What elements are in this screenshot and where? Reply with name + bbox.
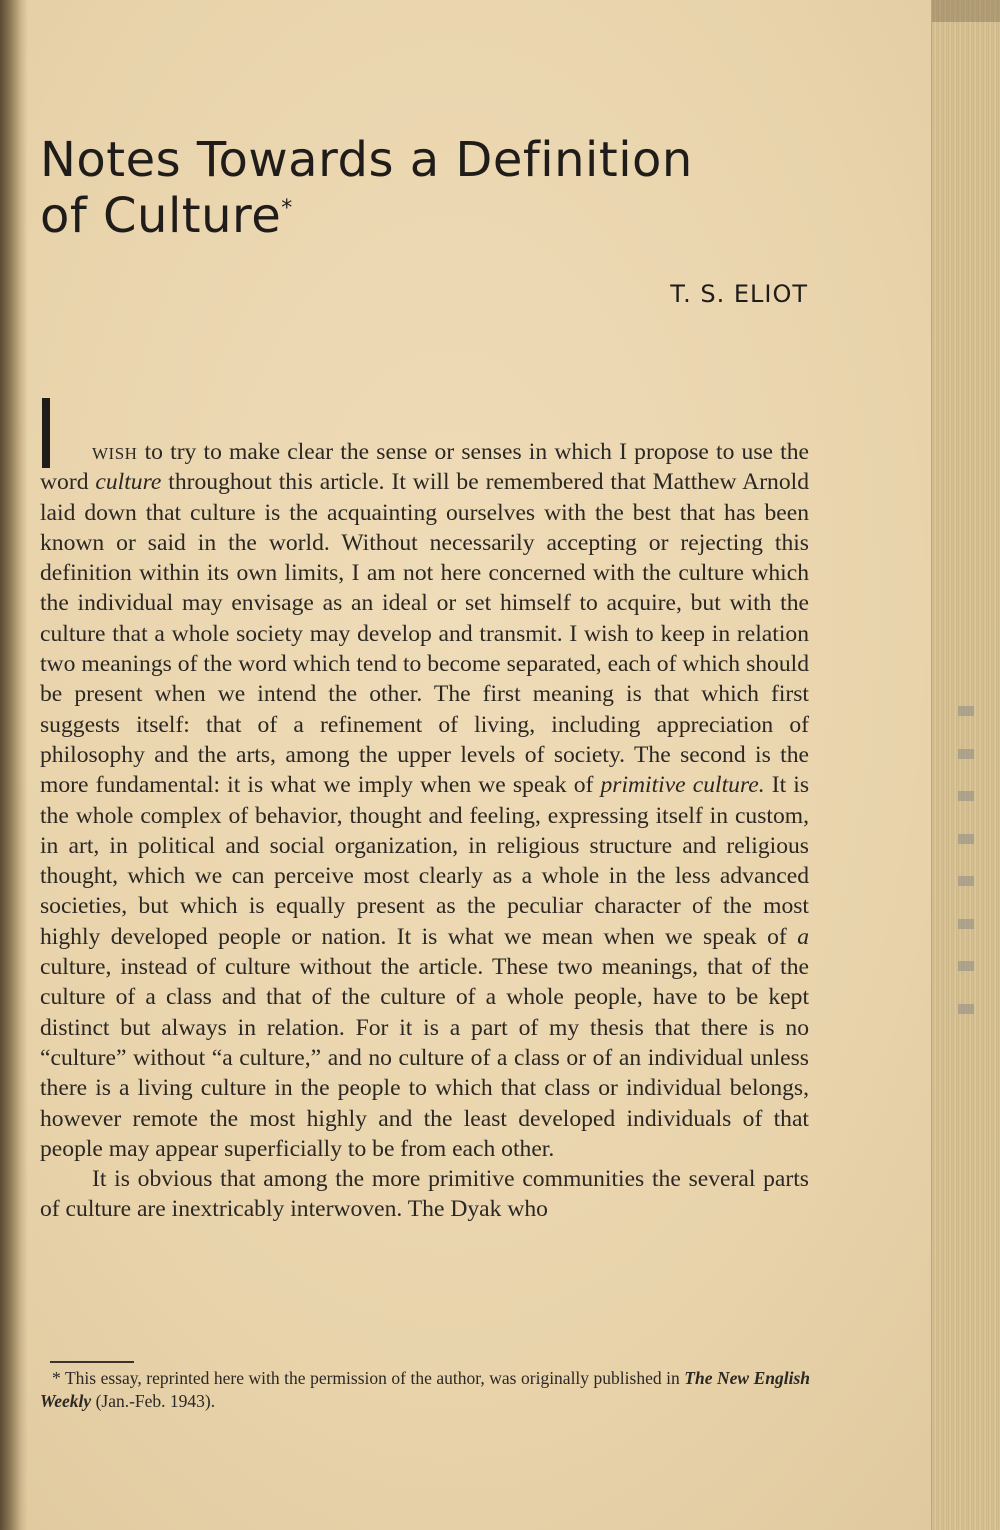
- footnote-rule: [50, 1361, 134, 1363]
- footnote-publication: The New English Weekly: [40, 1368, 810, 1411]
- page-edge-stack: [931, 0, 1000, 1530]
- paragraph-1-part-4: culture, instead of culture without the article. These two meanings, that of the culture of a class and that of the culture of a whole people, have to be kept distinct but always in relation. For it is a part of my thesis that there is no “culture” without “a culture,” and no culture of a class or of an individual unless there is a living culture in the people to which that class or individual belongs, however remote the most highly and the least developed individuals of that people may appear superficially to be from each other.: [40, 954, 809, 1162]
- emphasis-culture: culture: [95, 469, 162, 496]
- title-line-2: of Culture: [40, 188, 282, 244]
- binding-shadow: [0, 0, 28, 1530]
- article-author: T. S. ELIOT: [670, 280, 808, 308]
- footnote-text-after: (Jan.-Feb. 1943).: [91, 1391, 216, 1411]
- edge-stamp-marks: [938, 690, 994, 1030]
- footnote-text-before: * This essay, reprinted here with the permission of the author, was originally published in: [52, 1368, 685, 1388]
- paragraph-1-part-2: throughout this article. It will be remembered that Matthew Arnold laid down that culture is the acquainting ourselves with the best that has been known or said in the world. Without necessarily accepting or rejecting this definition within its own limits, I am not here concerned with the culture which the individual may envisage as an ideal or set himself to acquire, but with the culture that a whole society may develop and transmit. I wish to keep in relation two meanings of the word which tend to become separated, each of which should be present when we intend the other. The first meaning is that which first suggests itself: that of a refinement of living, including appreciation of philosophy and the arts, among the upper levels of society. The second is the more fundamental: it is what we imply when we speak of: [40, 469, 810, 799]
- emphasis-a: a: [797, 923, 809, 950]
- title-line-1: Notes Towards a Definition: [40, 132, 693, 188]
- lead-word: wish: [92, 439, 138, 465]
- article-body: [40, 437, 809, 1225]
- paragraph-1-part-3: It is the whole complex of behavior, thought and feeling, expressing itself in custom, in art, in political and social organization, in religious structure and religious thought, which we can perceive most clearly as a whole in the less advanced societies, but which is equally present as the peculiar character of the most highly developed people or nation. It is what we mean when we speak of: [40, 772, 809, 950]
- footnote-text: [40, 1367, 810, 1413]
- page-edge-top: [932, 0, 1000, 22]
- title-footnote-mark: *: [281, 196, 293, 221]
- emphasis-primitive-culture: primitive culture.: [600, 772, 765, 799]
- article-title: [40, 132, 840, 244]
- paragraph-1-part-1: to try to make clear the sense or senses in which I propose to use the word: [40, 439, 809, 496]
- footnote: [40, 1367, 810, 1413]
- paragraph-2: It is obvious that among the more primitive communities the several parts of culture are inextricably interwoven. The Dyak who: [40, 1166, 809, 1223]
- paragraph-1: [40, 437, 809, 1164]
